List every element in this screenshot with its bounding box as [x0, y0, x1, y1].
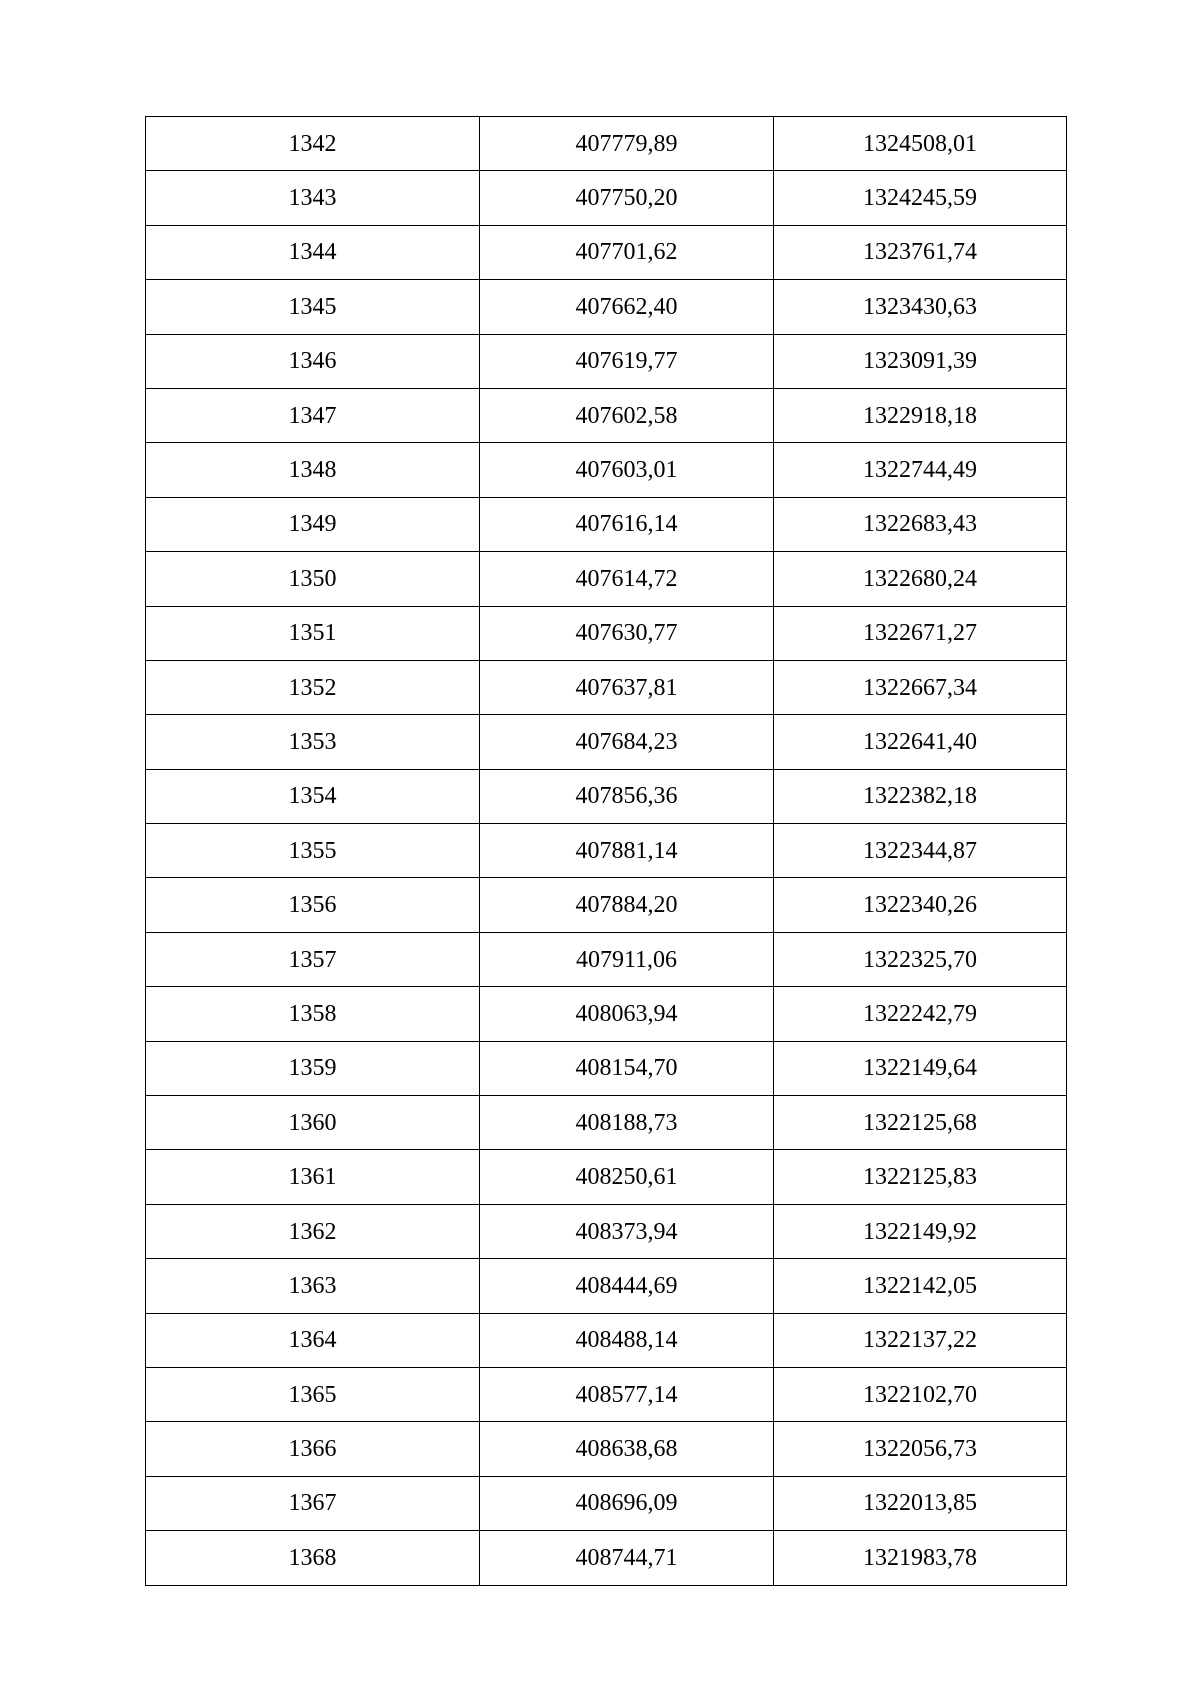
point-number-cell: 1346: [146, 334, 480, 388]
table-row: [146, 497, 1067, 551]
y-coordinate-cell: 1322671,27: [774, 606, 1067, 660]
table-row: [146, 1041, 1067, 1095]
table-row: [146, 1476, 1067, 1530]
y-coordinate-cell: 1323091,39: [774, 334, 1067, 388]
y-coordinate-cell: 1322683,43: [774, 497, 1067, 551]
y-coordinate-cell: 1322641,40: [774, 715, 1067, 769]
table-row: [146, 606, 1067, 660]
table-row: [146, 932, 1067, 986]
y-coordinate-cell: 1322125,68: [774, 1096, 1067, 1150]
point-number-cell: 1350: [146, 552, 480, 606]
point-number-cell: 1349: [146, 497, 480, 551]
table-row: [146, 987, 1067, 1041]
y-coordinate-cell: 1322667,34: [774, 660, 1067, 714]
table-row: [146, 824, 1067, 878]
x-coordinate-cell: 407619,77: [480, 334, 774, 388]
point-number-cell: 1366: [146, 1422, 480, 1476]
y-coordinate-cell: 1322340,26: [774, 878, 1067, 932]
point-number-cell: 1362: [146, 1204, 480, 1258]
point-number-cell: 1343: [146, 171, 480, 225]
table-row: [146, 1531, 1067, 1585]
coordinates-table-body: [146, 117, 1067, 1586]
table-row: [146, 334, 1067, 388]
x-coordinate-cell: 407750,20: [480, 171, 774, 225]
point-number-cell: 1365: [146, 1367, 480, 1421]
table-row: [146, 1422, 1067, 1476]
y-coordinate-cell: 1322242,79: [774, 987, 1067, 1041]
x-coordinate-cell: 407684,23: [480, 715, 774, 769]
table-row: [146, 1259, 1067, 1313]
y-coordinate-cell: 1322013,85: [774, 1476, 1067, 1530]
y-coordinate-cell: 1322125,83: [774, 1150, 1067, 1204]
x-coordinate-cell: 407637,81: [480, 660, 774, 714]
point-number-cell: 1352: [146, 660, 480, 714]
point-number-cell: 1358: [146, 987, 480, 1041]
x-coordinate-cell: 407614,72: [480, 552, 774, 606]
x-coordinate-cell: 407630,77: [480, 606, 774, 660]
x-coordinate-cell: 407603,01: [480, 443, 774, 497]
y-coordinate-cell: 1323430,63: [774, 280, 1067, 334]
y-coordinate-cell: 1322149,92: [774, 1204, 1067, 1258]
point-number-cell: 1367: [146, 1476, 480, 1530]
x-coordinate-cell: 407911,06: [480, 932, 774, 986]
x-coordinate-cell: 407881,14: [480, 824, 774, 878]
table-row: [146, 117, 1067, 171]
table-row: [146, 552, 1067, 606]
x-coordinate-cell: 408063,94: [480, 987, 774, 1041]
y-coordinate-cell: 1322918,18: [774, 388, 1067, 442]
x-coordinate-cell: 408373,94: [480, 1204, 774, 1258]
y-coordinate-cell: 1322744,49: [774, 443, 1067, 497]
y-coordinate-cell: 1322325,70: [774, 932, 1067, 986]
y-coordinate-cell: 1322056,73: [774, 1422, 1067, 1476]
x-coordinate-cell: 408250,61: [480, 1150, 774, 1204]
point-number-cell: 1348: [146, 443, 480, 497]
table-row: [146, 660, 1067, 714]
x-coordinate-cell: 407856,36: [480, 769, 774, 823]
x-coordinate-cell: 408638,68: [480, 1422, 774, 1476]
x-coordinate-cell: 408696,09: [480, 1476, 774, 1530]
x-coordinate-cell: 408488,14: [480, 1313, 774, 1367]
x-coordinate-cell: 407884,20: [480, 878, 774, 932]
y-coordinate-cell: 1324245,59: [774, 171, 1067, 225]
y-coordinate-cell: 1322137,22: [774, 1313, 1067, 1367]
x-coordinate-cell: 408444,69: [480, 1259, 774, 1313]
point-number-cell: 1359: [146, 1041, 480, 1095]
y-coordinate-cell: 1322142,05: [774, 1259, 1067, 1313]
table-row: [146, 1313, 1067, 1367]
point-number-cell: 1368: [146, 1531, 480, 1585]
y-coordinate-cell: 1321983,78: [774, 1531, 1067, 1585]
table-row: [146, 443, 1067, 497]
table-row: [146, 1150, 1067, 1204]
point-number-cell: 1344: [146, 225, 480, 279]
point-number-cell: 1360: [146, 1096, 480, 1150]
table-row: [146, 1367, 1067, 1421]
table-row: [146, 388, 1067, 442]
point-number-cell: 1345: [146, 280, 480, 334]
point-number-cell: 1363: [146, 1259, 480, 1313]
y-coordinate-cell: 1324508,01: [774, 117, 1067, 171]
table-row: [146, 171, 1067, 225]
table-row: [146, 1204, 1067, 1258]
y-coordinate-cell: 1322344,87: [774, 824, 1067, 878]
x-coordinate-cell: 408577,14: [480, 1367, 774, 1421]
x-coordinate-cell: 407616,14: [480, 497, 774, 551]
x-coordinate-cell: 407779,89: [480, 117, 774, 171]
x-coordinate-cell: 407602,58: [480, 388, 774, 442]
coordinates-table: [145, 116, 1067, 1586]
point-number-cell: 1347: [146, 388, 480, 442]
y-coordinate-cell: 1322680,24: [774, 552, 1067, 606]
point-number-cell: 1364: [146, 1313, 480, 1367]
point-number-cell: 1361: [146, 1150, 480, 1204]
table-row: [146, 1096, 1067, 1150]
table-row: [146, 280, 1067, 334]
point-number-cell: 1354: [146, 769, 480, 823]
table-row: [146, 878, 1067, 932]
table-row: [146, 715, 1067, 769]
y-coordinate-cell: 1322102,70: [774, 1367, 1067, 1421]
y-coordinate-cell: 1322149,64: [774, 1041, 1067, 1095]
x-coordinate-cell: 408744,71: [480, 1531, 774, 1585]
point-number-cell: 1353: [146, 715, 480, 769]
x-coordinate-cell: 407662,40: [480, 280, 774, 334]
y-coordinate-cell: 1323761,74: [774, 225, 1067, 279]
x-coordinate-cell: 408154,70: [480, 1041, 774, 1095]
point-number-cell: 1342: [146, 117, 480, 171]
point-number-cell: 1355: [146, 824, 480, 878]
point-number-cell: 1356: [146, 878, 480, 932]
point-number-cell: 1357: [146, 932, 480, 986]
x-coordinate-cell: 408188,73: [480, 1096, 774, 1150]
y-coordinate-cell: 1322382,18: [774, 769, 1067, 823]
table-row: [146, 769, 1067, 823]
point-number-cell: 1351: [146, 606, 480, 660]
table-row: [146, 225, 1067, 279]
x-coordinate-cell: 407701,62: [480, 225, 774, 279]
